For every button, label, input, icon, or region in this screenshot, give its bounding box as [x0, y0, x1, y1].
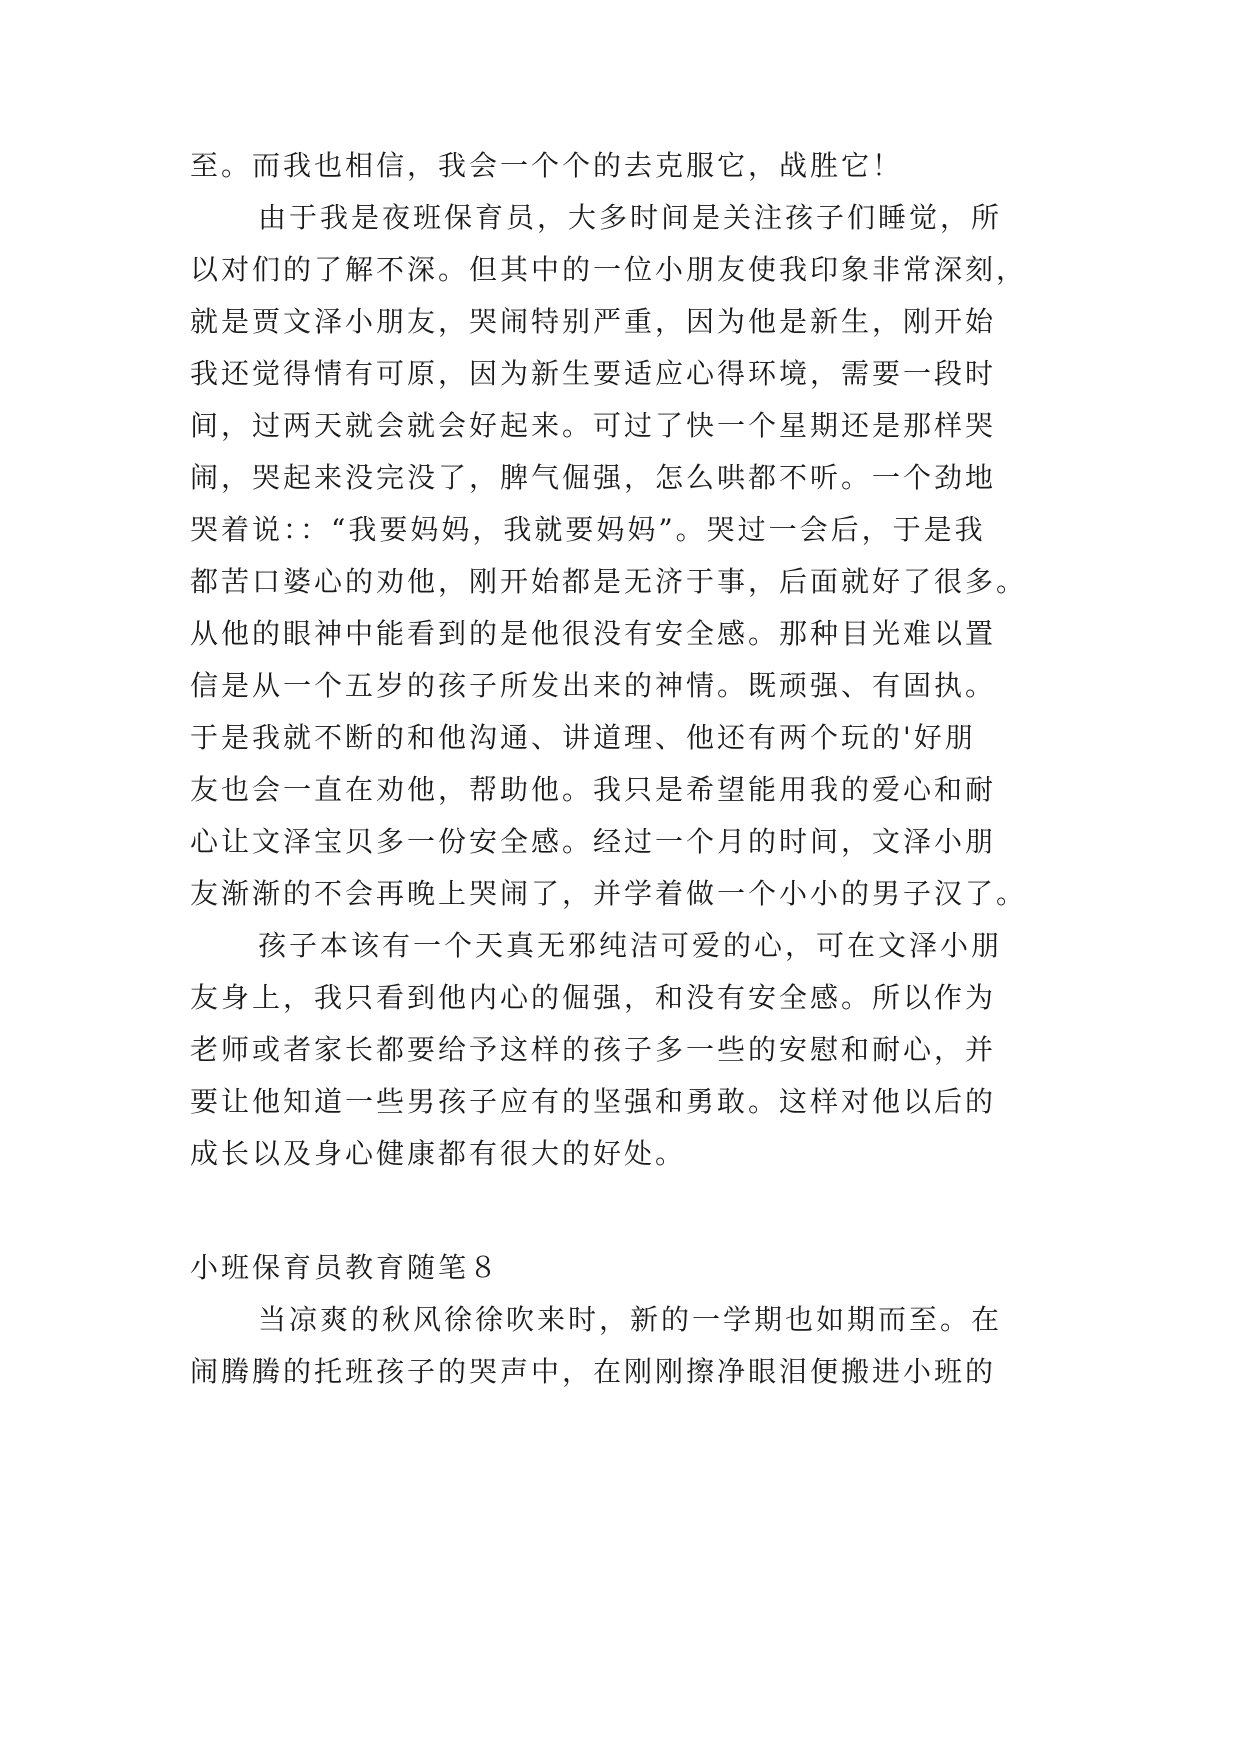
paragraph-line: 友也会一直在劝他，帮助他。我只是希望能用我的爱心和耐 [190, 773, 997, 806]
paragraph-line: 于是我就不断的和他沟通、讲道理、他还有两个玩的'好朋 [190, 721, 976, 754]
paragraph-line: 就是贾文泽小朋友，哭闹特别严重，因为他是新生，刚开始 [190, 305, 997, 338]
paragraph-line: 我还觉得情有可原，因为新生要适应心得环境，需要一段时 [190, 357, 997, 390]
paragraph-line: 信是从一个五岁的孩子所发出来的神情。既顽强、有固执。 [190, 669, 997, 702]
paragraph-line: 闹腾腾的托班孩子的哭声中，在刚刚擦净眼泪便搬进小班的 [190, 1355, 997, 1388]
paragraph-line: 要让他知道一些男孩子应有的坚强和勇敢。这样对他以后的 [190, 1085, 997, 1118]
paragraph-line: 以对们的了解不深。但其中的一位小朋友使我印象非常深刻， [190, 253, 1028, 286]
paragraph-line: 哭着说：：“我要妈妈，我就要妈妈”。哭过一会后，于是我 [190, 513, 986, 546]
paragraph-line: 友渐渐的不会再晚上哭闹了，并学着做一个小小的男子汉了。 [190, 877, 1028, 910]
paragraph-line: 友身上，我只看到他内心的倔强，和没有安全感。所以作为 [190, 981, 997, 1014]
paragraph-line: 成长以及身心健康都有很大的好处。 [190, 1137, 687, 1170]
paragraph-line: 心让文泽宝贝多一份安全感。经过一个月的时间，文泽小朋 [190, 825, 997, 858]
paragraph-line: 从他的眼神中能看到的是他很没有安全感。那种目光难以置 [190, 617, 997, 650]
paragraph-line: 至。而我也相信，我会一个个的去克服它，战胜它！ [190, 149, 904, 182]
paragraph-line: 由于我是夜班保育员，大多时间是关注孩子们睡觉，所 [258, 201, 1003, 234]
paragraph-line: 都苦口婆心的劝他，刚开始都是无济于事，后面就好了很多。 [190, 565, 1028, 598]
paragraph-line: 老师或者家长都要给予这样的孩子多一些的安慰和耐心，并 [190, 1033, 997, 1066]
section-title: 小班保育员教育随笔８ [190, 1251, 501, 1284]
paragraph-line: 孩子本该有一个天真无邪纯洁可爱的心，可在文泽小朋 [258, 929, 1003, 962]
paragraph-line: 间，过两天就会就会好起来。可过了快一个星期还是那样哭 [190, 409, 997, 442]
paragraph-line: 闹，哭起来没完没了，脾气倔强，怎么哄都不听。一个劲地 [190, 461, 997, 494]
paragraph-line: 当凉爽的秋风徐徐吹来时，新的一学期也如期而至。在 [258, 1303, 1003, 1336]
